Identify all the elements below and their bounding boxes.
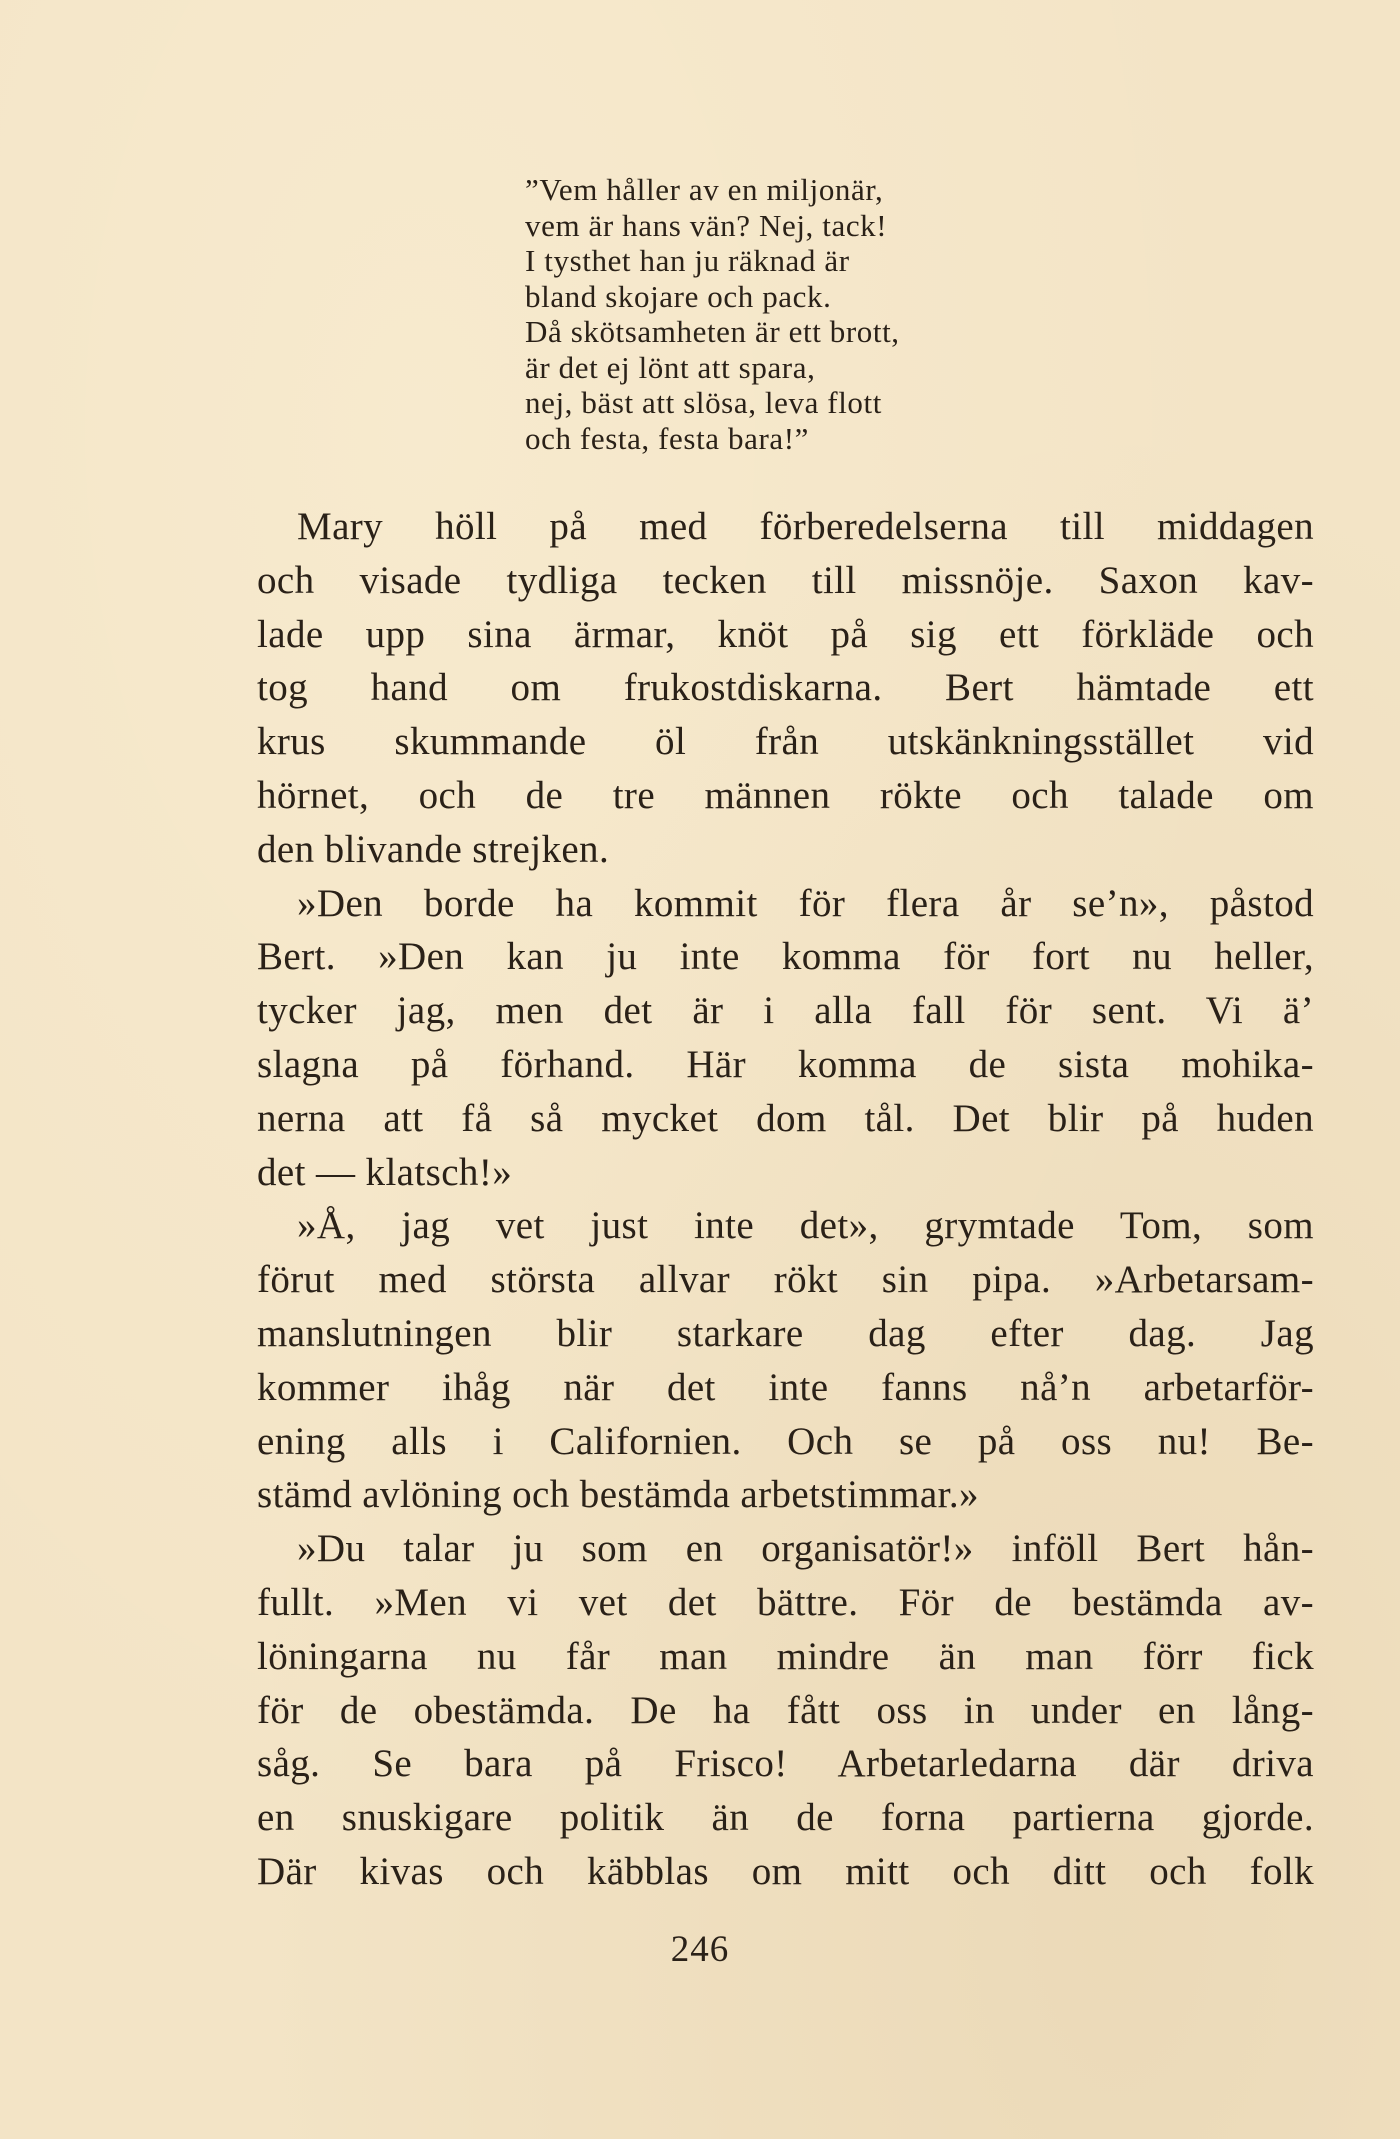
text-line: såg. Se bara på Frisco! Arbetarledarna där driva: [257, 1742, 1314, 1786]
body-text: [257, 500, 1314, 1899]
text-line: Mary höll på med förberedelserna till middagen: [297, 505, 1314, 548]
poem-line: är det ej lönt att spara,: [525, 349, 816, 385]
text-line: krus skummande öl från utskänkningsstället vid: [257, 720, 1314, 764]
poem-line: ”Vem håller av en miljonär,: [525, 172, 884, 207]
text-line: fullt. »Men vi vet det bättre. För de bestämda av-: [257, 1580, 1314, 1624]
text-line: stämd avlöning och bestämda arbetstimmar.»: [257, 1473, 979, 1517]
text-line: tog hand om frukostdiskarna. Bert hämtade ett: [257, 666, 1314, 710]
poem-line: vem är hans vän? Nej, tack!: [525, 207, 888, 243]
text-line: »Å, jag vet just inte det», grymtade Tom, som: [297, 1204, 1314, 1248]
text-line: tycker jag, men det är i alla fall för sent. Vi ä’: [257, 989, 1314, 1033]
text-line: manslutningen blir starkare dag efter dag. Jag: [257, 1311, 1314, 1355]
text-line: lade upp sina ärmar, knöt på sig ett förkläde och: [257, 612, 1314, 656]
poem-line: nej, bäst att slösa, leva flott: [525, 385, 882, 420]
text-line: »Du talar ju som en organisatör!» inföll Bert hån-: [297, 1527, 1314, 1571]
text-line: en snuskigare politik än de forna partierna gjorde.: [257, 1796, 1314, 1840]
page-number: 246: [670, 1929, 730, 1970]
text-line: löningarna nu får man mindre än man förr fick: [257, 1634, 1314, 1678]
poem-line: Då skötsamheten är ett brott,: [525, 314, 900, 349]
text-line: slagna på förhand. Här komma de sista mohika-: [257, 1042, 1314, 1086]
text-line: för de obestämda. De ha fått oss in under en lång-: [257, 1688, 1314, 1732]
poem-line: och festa, festa bara!”: [525, 420, 810, 456]
text-line: det — klatsch!»: [257, 1150, 513, 1194]
poem-line: I tysthet han ju räknad är: [525, 243, 850, 278]
text-line: ening alls i Californien. Och se på oss nu! Be-: [257, 1419, 1314, 1463]
text-line: och visade tydliga tecken till missnöje. Saxon kav-: [257, 558, 1314, 602]
text-line: hörnet, och de tre männen rökte och talade om: [257, 773, 1314, 817]
text-line: förut med största allvar rökt sin pipa. »Arbetarsam-: [257, 1258, 1314, 1302]
poem-stanza: [525, 172, 1045, 456]
text-line: nerna att få så mycket dom tål. Det blir på huden: [257, 1096, 1314, 1140]
text-line: Bert. »Den kan ju inte komma för fort nu heller,: [257, 935, 1314, 979]
text-line: den blivande strejken.: [257, 827, 610, 871]
text-line: Där kivas och käbblas om mitt och ditt och folk: [257, 1849, 1314, 1893]
text-line: kommer ihåg när det inte fanns nå’n arbetarför-: [257, 1365, 1314, 1409]
poem-line: bland skojare och pack.: [525, 278, 832, 314]
text-line: »Den borde ha kommit för flera år se’n», påstod: [297, 881, 1314, 925]
